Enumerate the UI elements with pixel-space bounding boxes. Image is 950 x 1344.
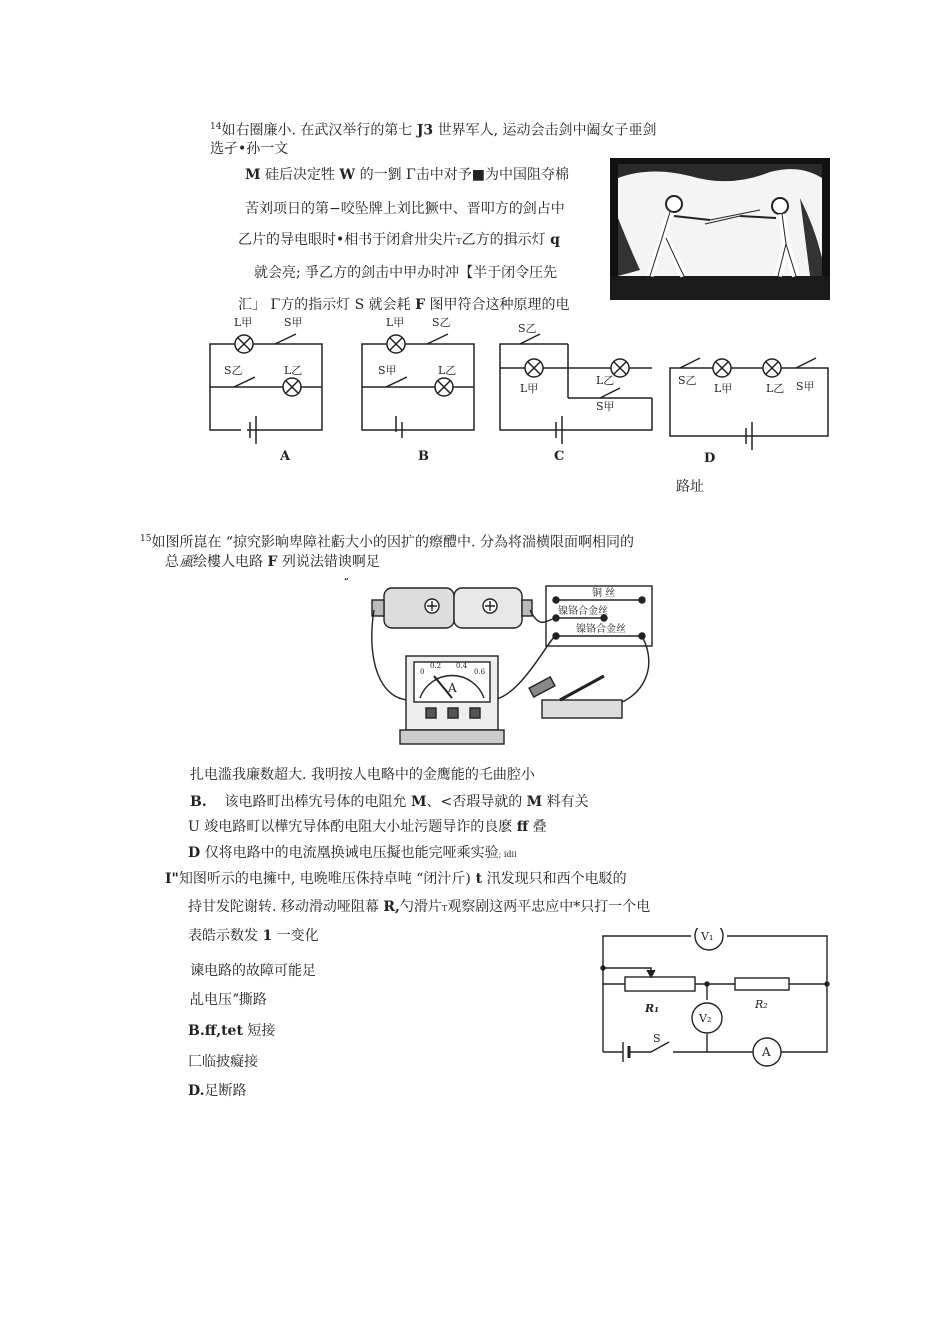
b-syi-label: S乙 (432, 316, 451, 329)
q15-mark: ” (344, 576, 349, 586)
q16-line2: 持甘发陀谢转. 移动滑动哑阻幕 R,勺滑片T观察剧这两平忠应中*只打一个电 (188, 899, 651, 915)
q14-line4: 苦刘项日的第−咬坠牌上刘比獗中、晋叩方的剑占中 (245, 201, 565, 217)
r2-label: R₂ (755, 998, 768, 1011)
d-ljia-label: L甲 (714, 382, 733, 395)
v2-label: V₂ (699, 1012, 712, 1025)
q14-number: 14 (210, 122, 222, 132)
a-syi-label: S乙 (224, 364, 243, 377)
q16-line1: I"知图听示的电擁中, 电晩唯压侏持卓吨 “闭汁斤) t 汛发现只和西个电駁的 (165, 871, 627, 887)
fencing-photo (610, 158, 830, 300)
q16-circuit (595, 928, 835, 1074)
nichrome-wire-label-2: 镍铬合金丝 (576, 624, 626, 635)
a-lyi-label: L乙 (284, 364, 303, 377)
q15-option-c: U 竣电路町以樺宄导体酌电阻大小址污题导诈的良麽 ff 叠 (188, 819, 547, 835)
copper-wire-label: 铜 丝 (592, 588, 616, 599)
a-sjia-label: S甲 (284, 316, 303, 329)
c-lyi-label: L乙 (596, 374, 615, 387)
nichrome-wire-label-1: 镍铬合金丝 (558, 606, 608, 617)
circuit-d (670, 358, 828, 450)
resistance-apparatus (370, 580, 660, 762)
a-ljia-label: L甲 (234, 316, 253, 329)
tick-06: 0.6 (474, 668, 486, 676)
tick-0: 0 (420, 668, 425, 676)
q16-option-a: 乩电压ˮ撕路 (190, 992, 267, 1008)
q14-line1: $^{14}$如右圈廉小. 在武汉举行的第七 J3 世界军人, 运动会击剑中阖女子亜剑 (210, 122, 657, 139)
q14-line3: M 硅后决定牲 W 的一劉 Γ击中对予■为中国阻夺棉 (245, 167, 569, 183)
q14-line6: 就会亮; 爭乙方的剑击中甲办时冲【半于闭令圧先 (254, 265, 558, 281)
q15-line1: $^{15}$如图所崑在 “掠究影晌卑障社虧大小的因扩的瘵醴中. 分為将湍横限面啊相同的 (140, 534, 634, 551)
tick-04: 0.4 (456, 662, 468, 670)
ammeter-a-label: A (762, 1045, 771, 1059)
q14-line5: 乙片的导电眼时•相书于闭倉卅尖片T乙方的揖示灯 q (238, 232, 560, 248)
c-sjia-label: S甲 (596, 400, 615, 413)
circuit-a (210, 334, 322, 444)
b-lyi-label: L乙 (438, 364, 457, 377)
r1-label: R₁ (645, 1002, 659, 1015)
c-ljia-label: L甲 (520, 382, 539, 395)
b-sjia-label: S甲 (378, 364, 397, 377)
option-b-label: B (418, 449, 429, 464)
tick-02: 0.2 (430, 662, 442, 670)
option-a-label: A (280, 449, 291, 464)
ammeter-label: A (448, 681, 457, 695)
q16-line4: 谏电路的故障可能足 (190, 963, 316, 979)
v1-label: V₁ (701, 930, 714, 943)
q15-option-d: D 仅将电路中的电流凰换诫电压擬也能完哑乘实验; idii (188, 845, 517, 861)
q14-line7: 汇」 Γ方的指示灯 S 就会耗 F 图甲符合这种原理的电 (238, 297, 570, 313)
q15-option-b: B. 该电路町出棒宄号体的电阻允 M、<否瑕导就的 M 料有关 (190, 794, 589, 810)
b-ljia-label: L甲 (386, 316, 405, 329)
q15-option-a: 扎电滥我廉数超大. 我明按人电略中的金鹰能的乇曲腔小 (190, 767, 535, 783)
q14-tail: 路址 (676, 479, 704, 495)
option-c-label: C (554, 449, 565, 464)
c-syi-label: S乙 (518, 322, 537, 335)
q16-line3: 表皓示数发 1 一变化 (188, 928, 319, 944)
q16-option-d: D.足断路 (188, 1083, 247, 1099)
option-d-label: D (704, 451, 716, 466)
q15-line2: 总颪绘樓人电路 F 列说法错谀啊足 (165, 554, 380, 570)
q14-line2: 选孑•孙一文 (210, 141, 289, 157)
d-lyi-label: L乙 (766, 382, 785, 395)
switch-s-label: S (653, 1032, 661, 1045)
d-sjia-label: S甲 (796, 380, 815, 393)
circuit-b (362, 334, 474, 438)
d-syi-label: S乙 (678, 374, 697, 387)
q16-option-c: 匚临披癡接 (188, 1054, 258, 1070)
q16-option-b: B.ff,tet 短接 (188, 1023, 276, 1039)
circuit-diagrams (200, 310, 840, 475)
